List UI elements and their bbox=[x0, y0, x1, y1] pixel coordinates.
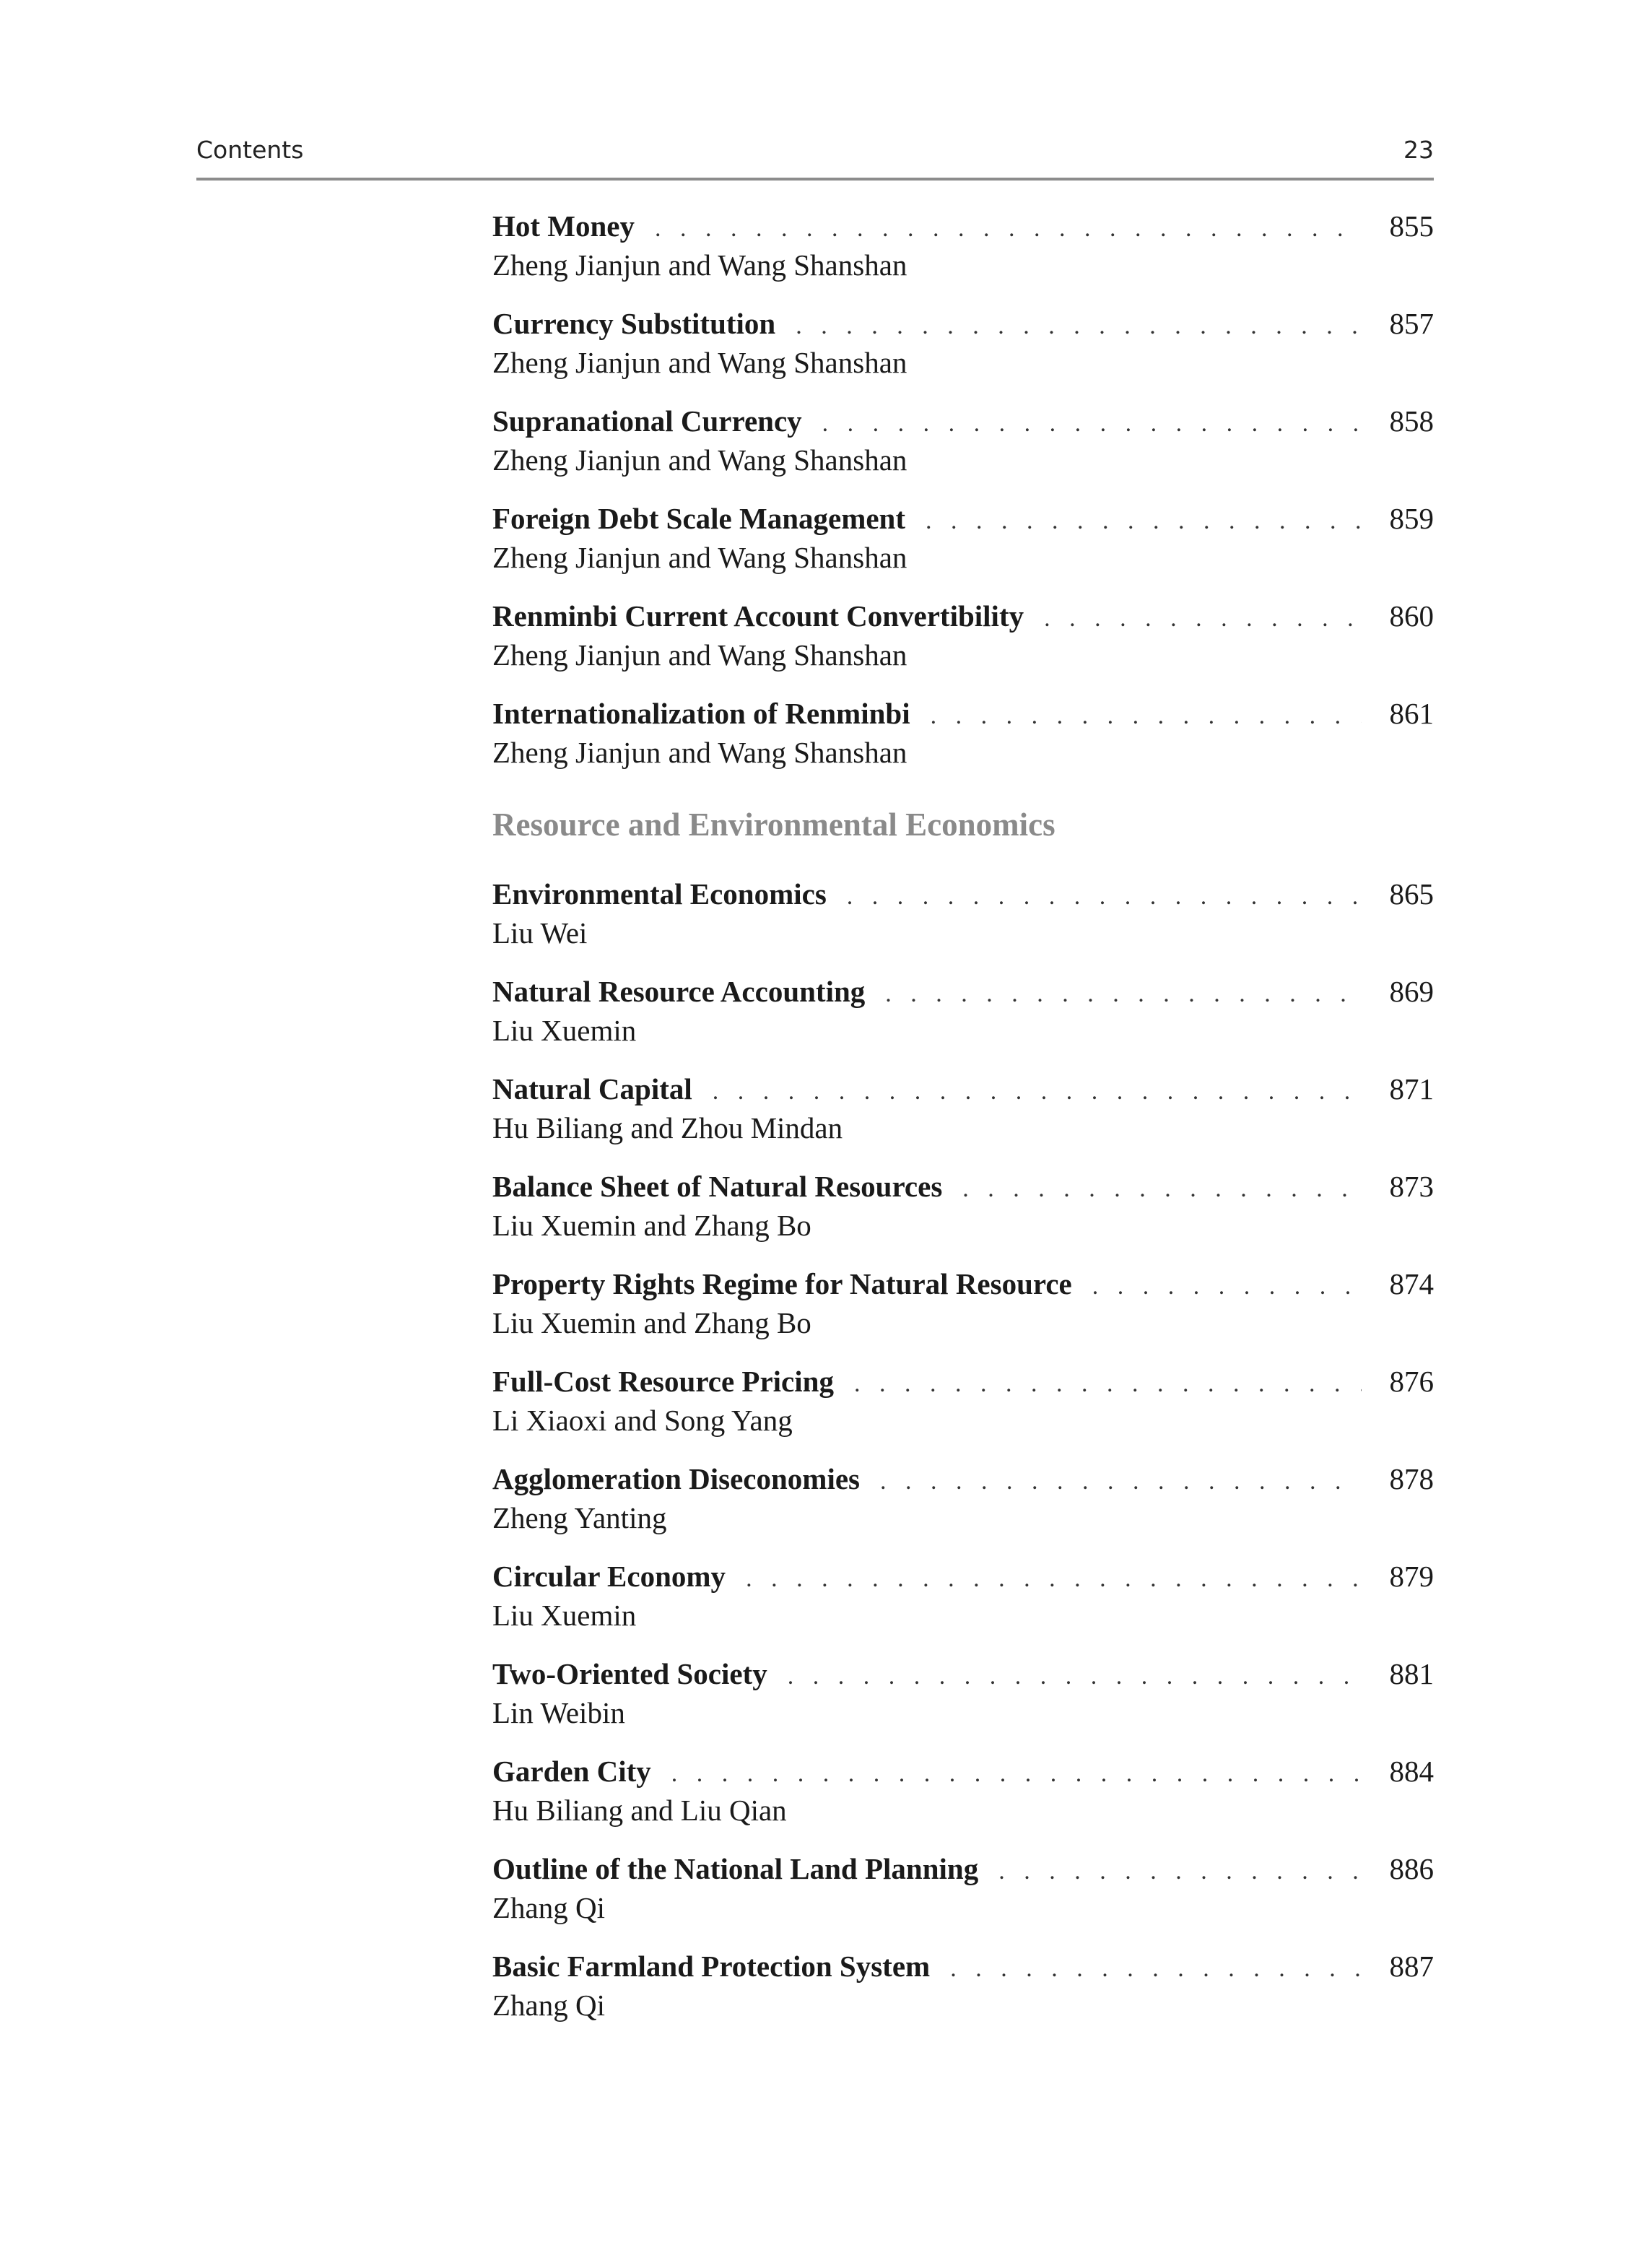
toc-entry[interactable] bbox=[492, 1069, 1434, 1147]
dot-leader bbox=[854, 1365, 1362, 1404]
dot-leader bbox=[962, 1170, 1362, 1209]
page-number: 23 bbox=[1403, 136, 1434, 164]
entry-title: Renminbi Current Account Convertibility bbox=[492, 599, 1024, 633]
dot-leader bbox=[950, 1950, 1362, 1989]
entry-title: Property Rights Regime for Natural Resource bbox=[492, 1267, 1072, 1300]
entry-authors: Zhang Qi bbox=[492, 1989, 605, 2022]
entry-authors: Zheng Jianjun and Wang Shanshan bbox=[492, 638, 907, 672]
entry-page-number: 873 bbox=[1389, 1170, 1434, 1203]
entry-page-number: 881 bbox=[1389, 1657, 1434, 1690]
entry-page-number: 857 bbox=[1389, 307, 1434, 340]
entry-page-number: 874 bbox=[1389, 1267, 1434, 1300]
dot-leader bbox=[746, 1560, 1362, 1599]
entry-authors: Lin Weibin bbox=[492, 1696, 625, 1729]
entry-page-number: 876 bbox=[1389, 1365, 1434, 1398]
entry-authors: Zheng Jianjun and Wang Shanshan bbox=[492, 736, 907, 769]
toc-entry[interactable] bbox=[492, 401, 1434, 479]
entry-page-number: 855 bbox=[1389, 209, 1434, 243]
entry-title: Agglomeration Diseconomies bbox=[492, 1462, 860, 1495]
entry-authors: Zheng Jianjun and Wang Shanshan bbox=[492, 248, 907, 282]
entry-title: Foreign Debt Scale Management bbox=[492, 502, 905, 535]
entry-title: Garden City bbox=[492, 1755, 651, 1788]
entry-page-number: 884 bbox=[1389, 1755, 1434, 1788]
toc-entry[interactable] bbox=[492, 1557, 1434, 1635]
dot-leader bbox=[1092, 1267, 1362, 1306]
entry-page-number: 887 bbox=[1389, 1950, 1434, 1983]
toc-entry[interactable] bbox=[492, 694, 1434, 772]
entry-title: Circular Economy bbox=[492, 1560, 726, 1593]
entry-authors: Zheng Yanting bbox=[492, 1501, 667, 1534]
entry-page-number: 859 bbox=[1389, 502, 1434, 535]
dot-leader bbox=[713, 1072, 1362, 1111]
toc-entry[interactable] bbox=[492, 1654, 1434, 1732]
entry-page-number: 871 bbox=[1389, 1072, 1434, 1105]
toc-entry[interactable] bbox=[492, 1947, 1434, 2025]
dot-leader bbox=[931, 697, 1362, 736]
toc-entry[interactable] bbox=[492, 499, 1434, 577]
entry-page-number: 886 bbox=[1389, 1852, 1434, 1885]
entry-page-number: 878 bbox=[1389, 1462, 1434, 1495]
entry-title: Natural Resource Accounting bbox=[492, 975, 866, 1008]
entry-title: Outline of the National Land Planning bbox=[492, 1852, 979, 1885]
entry-authors: Liu Wei bbox=[492, 916, 588, 950]
entry-authors: Hu Biliang and Zhou Mindan bbox=[492, 1111, 843, 1144]
toc-entry[interactable] bbox=[492, 596, 1434, 674]
entry-authors: Zheng Jianjun and Wang Shanshan bbox=[492, 443, 907, 477]
toc-entry[interactable] bbox=[492, 972, 1434, 1050]
entry-title: Environmental Economics bbox=[492, 877, 827, 911]
entry-title: Natural Capital bbox=[492, 1072, 692, 1105]
dot-leader bbox=[926, 502, 1362, 541]
running-header bbox=[196, 129, 1434, 181]
section-heading: Resource and Environmental Economics bbox=[492, 807, 1055, 843]
entry-page-number: 860 bbox=[1389, 599, 1434, 633]
entry-title: Hot Money bbox=[492, 209, 635, 243]
dot-leader bbox=[1044, 599, 1362, 638]
entry-authors: Liu Xuemin bbox=[492, 1599, 637, 1632]
dot-leader bbox=[671, 1755, 1362, 1794]
header-title: Contents bbox=[196, 136, 304, 164]
entry-authors: Zhang Qi bbox=[492, 1891, 605, 1924]
toc-entry[interactable] bbox=[492, 874, 1434, 952]
dot-leader bbox=[998, 1852, 1362, 1891]
entry-page-number: 861 bbox=[1389, 697, 1434, 730]
entry-title: Full-Cost Resource Pricing bbox=[492, 1365, 834, 1398]
toc-entry[interactable] bbox=[492, 207, 1434, 284]
entry-authors: Hu Biliang and Liu Qian bbox=[492, 1794, 787, 1827]
entry-page-number: 858 bbox=[1389, 404, 1434, 438]
toc-entry[interactable] bbox=[492, 304, 1434, 382]
entry-title: Internationalization of Renminbi bbox=[492, 697, 910, 730]
table-of-contents bbox=[492, 207, 1434, 2044]
entry-authors: Li Xiaoxi and Song Yang bbox=[492, 1404, 793, 1437]
entry-title: Currency Substitution bbox=[492, 307, 776, 340]
entry-authors: Zheng Jianjun and Wang Shanshan bbox=[492, 541, 907, 574]
toc-entry[interactable] bbox=[492, 1849, 1434, 1927]
dot-leader bbox=[655, 209, 1362, 248]
toc-entry[interactable] bbox=[492, 1752, 1434, 1830]
entry-page-number: 865 bbox=[1389, 877, 1434, 911]
entry-authors: Liu Xuemin bbox=[492, 1014, 637, 1047]
entry-page-number: 879 bbox=[1389, 1560, 1434, 1593]
entry-authors: Liu Xuemin and Zhang Bo bbox=[492, 1306, 811, 1339]
dot-leader bbox=[788, 1657, 1362, 1696]
dot-leader bbox=[885, 975, 1362, 1014]
toc-entry[interactable] bbox=[492, 1264, 1434, 1342]
entry-title: Basic Farmland Protection System bbox=[492, 1950, 931, 1983]
entry-title: Supranational Currency bbox=[492, 404, 802, 438]
dot-leader bbox=[796, 307, 1362, 346]
toc-section-continued bbox=[492, 207, 1434, 772]
entry-title: Two-Oriented Society bbox=[492, 1657, 767, 1690]
entry-authors: Liu Xuemin and Zhang Bo bbox=[492, 1209, 811, 1242]
dot-leader bbox=[847, 877, 1362, 916]
toc-section-resource-environmental bbox=[492, 874, 1434, 2025]
entry-authors: Zheng Jianjun and Wang Shanshan bbox=[492, 346, 907, 379]
toc-entry[interactable] bbox=[492, 1362, 1434, 1440]
toc-entry[interactable] bbox=[492, 1459, 1434, 1537]
dot-leader bbox=[880, 1462, 1362, 1501]
toc-entry[interactable] bbox=[492, 1167, 1434, 1245]
dot-leader bbox=[822, 404, 1362, 443]
entry-title: Balance Sheet of Natural Resources bbox=[492, 1170, 943, 1203]
entry-page-number: 869 bbox=[1389, 975, 1434, 1008]
